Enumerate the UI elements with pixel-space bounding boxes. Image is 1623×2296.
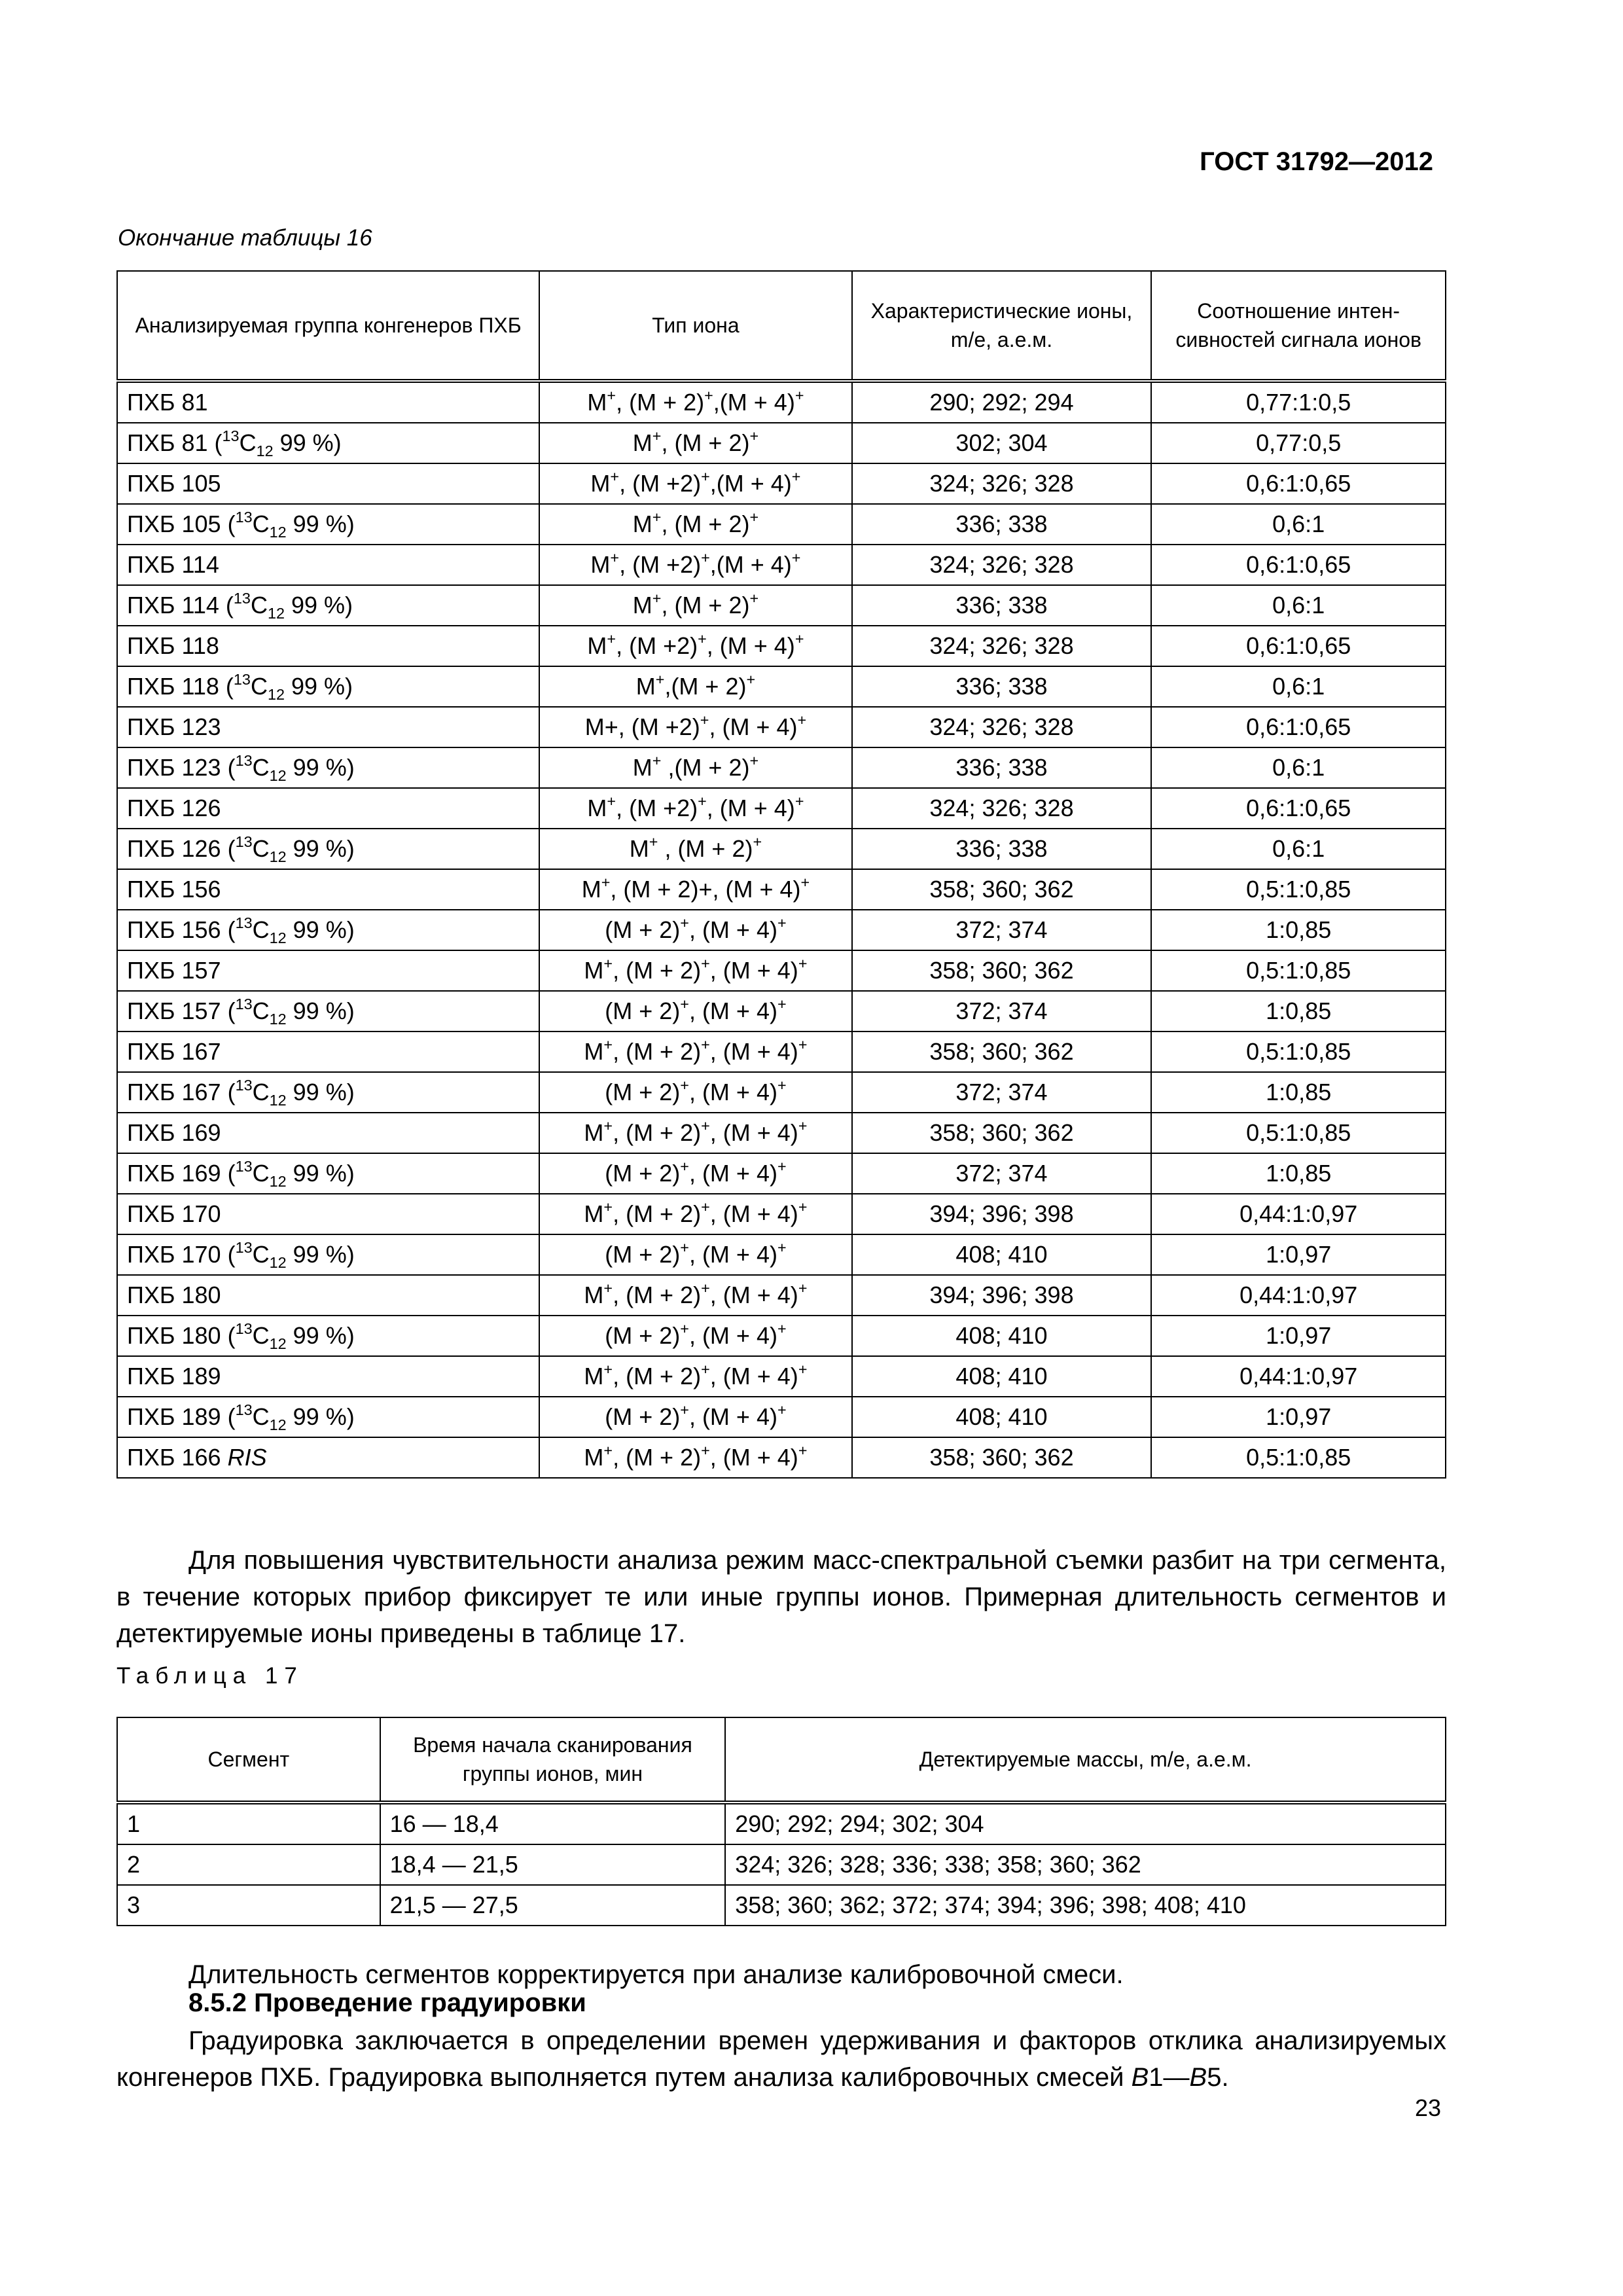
cell-characteristic-ions: 408; 410 <box>852 1356 1152 1397</box>
cell-characteristic-ions: 324; 326; 328 <box>852 626 1152 666</box>
cell-congener-group: ПХБ 114 ($^{13}C_{12}$ 99 %) <box>117 585 539 626</box>
cell-ion-type: M+,(M + 2)+ <box>539 666 851 707</box>
cell-characteristic-ions: 336; 338 <box>852 666 1152 707</box>
document-code: ГОСТ 31792—2012 <box>1200 147 1433 176</box>
cell-ion-type: M+, (M +2)+,(M + 4)+ <box>539 545 851 585</box>
cell-intensity-ratio: 0,6:1:0,65 <box>1151 463 1446 504</box>
cell-intensity-ratio: 0,5:1:0,85 <box>1151 869 1446 910</box>
table-row <box>117 463 1446 504</box>
cell-detected-masses: 290; 292; 294; 302; 304 <box>725 1803 1446 1844</box>
cell-ion-type: (M + 2)+, (M + 4)+ <box>539 1234 851 1275</box>
cell-scan-start-time: 21,5 — 27,5 <box>380 1885 726 1926</box>
cell-characteristic-ions: 372; 374 <box>852 1153 1152 1194</box>
cell-characteristic-ions: 372; 374 <box>852 1072 1152 1113</box>
cell-ion-type: M+, (M +2)+, (M + 4)+ <box>539 707 851 747</box>
cell-congener-group: ПХБ 156 <box>117 869 539 910</box>
paragraph-segment-duration: Длительность сегментов корректируется при анализе калибровочной смеси. <box>188 1960 1124 1989</box>
header-congener-group: Анализируемая группа конгенеров ПХБ <box>117 271 539 381</box>
header-ion-type: Тип иона <box>539 271 851 381</box>
cell-characteristic-ions: 336; 338 <box>852 585 1152 626</box>
cell-characteristic-ions: 290; 292; 294 <box>852 381 1152 423</box>
cell-congener-group: ПХБ 105 ($^{13}C_{12}$ 99 %) <box>117 504 539 545</box>
table-16-body <box>117 381 1446 1478</box>
cell-ion-type: (M + 2)+, (M + 4)+ <box>539 1316 851 1356</box>
cell-intensity-ratio: 0,44:1:0,97 <box>1151 1275 1446 1316</box>
table-16 <box>116 270 1446 1479</box>
cell-congener-group: ПХБ 169 ($^{13}C_{12}$ 99 %) <box>117 1153 539 1194</box>
cell-congener-group: ПХБ 167 <box>117 1031 539 1072</box>
cell-intensity-ratio: 0,6:1 <box>1151 585 1446 626</box>
cell-intensity-ratio: 1:0,85 <box>1151 1072 1446 1113</box>
table-row <box>117 1275 1446 1316</box>
cell-intensity-ratio: 1:0,85 <box>1151 1153 1446 1194</box>
cell-characteristic-ions: 358; 360; 362 <box>852 950 1152 991</box>
cell-congener-group: ПХБ 170 <box>117 1194 539 1234</box>
cell-ion-type: (M + 2)+, (M + 4)+ <box>539 910 851 950</box>
table-17-header-row <box>117 1717 1446 1803</box>
cell-detected-masses: 324; 326; 328; 336; 338; 358; 360; 362 <box>725 1844 1446 1885</box>
cell-congener-group: ПХБ 189 <box>117 1356 539 1397</box>
table-row <box>117 1113 1446 1153</box>
table-row <box>117 950 1446 991</box>
header-segment: Сегмент <box>117 1717 380 1803</box>
table-row <box>117 545 1446 585</box>
cell-scan-start-time: 16 — 18,4 <box>380 1803 726 1844</box>
cell-ion-type: M+, (M + 2)+, (M + 4)+ <box>539 1194 851 1234</box>
cell-characteristic-ions: 336; 338 <box>852 747 1152 788</box>
cell-congener-group: ПХБ 156 ($^{13}C_{12}$ 99 %) <box>117 910 539 950</box>
cell-intensity-ratio: 0,77:0,5 <box>1151 423 1446 463</box>
table-row <box>117 991 1446 1031</box>
cell-characteristic-ions: 336; 338 <box>852 504 1152 545</box>
cell-intensity-ratio: 0,6:1:0,65 <box>1151 545 1446 585</box>
cell-intensity-ratio: 0,44:1:0,97 <box>1151 1194 1446 1234</box>
cell-detected-masses: 358; 360; 362; 372; 374; 394; 396; 398; 408; 410 <box>725 1885 1446 1926</box>
cell-characteristic-ions: 372; 374 <box>852 910 1152 950</box>
cell-congener-group: ПХБ 157 <box>117 950 539 991</box>
cell-congener-group: ПХБ 126 ($^{13}C_{12}$ 99 %) <box>117 829 539 869</box>
cell-characteristic-ions: 302; 304 <box>852 423 1152 463</box>
cell-ion-type: (M + 2)+, (M + 4)+ <box>539 1072 851 1113</box>
table-row <box>117 910 1446 950</box>
cell-ion-type: M+, (M + 2)+, (M + 4)+ <box>539 1113 851 1153</box>
cell-ion-type: M+ ,(M + 2)+ <box>539 747 851 788</box>
cell-characteristic-ions: 324; 326; 328 <box>852 545 1152 585</box>
table-row <box>117 585 1446 626</box>
cell-ion-type: M+, (M + 2)+, (M + 4)+ <box>539 1031 851 1072</box>
cell-congener-group: ПХБ 169 <box>117 1113 539 1153</box>
table-row <box>117 869 1446 910</box>
cell-ion-type: M+, (M +2)+,(M + 4)+ <box>539 463 851 504</box>
table-row <box>117 788 1446 829</box>
page-number: 23 <box>1414 2094 1441 2121</box>
cell-segment: 2 <box>117 1844 380 1885</box>
table-16-header-row <box>117 271 1446 381</box>
cell-ion-type: (M + 2)+, (M + 4)+ <box>539 991 851 1031</box>
table-row <box>117 1072 1446 1113</box>
cell-ion-type: M+, (M + 2)+, (M + 4)+ <box>539 950 851 991</box>
cell-characteristic-ions: 324; 326; 328 <box>852 707 1152 747</box>
cell-characteristic-ions: 372; 374 <box>852 991 1152 1031</box>
cell-intensity-ratio: 0,6:1:0,65 <box>1151 626 1446 666</box>
table-row <box>117 423 1446 463</box>
table-16-caption: Окончание таблицы 16 <box>118 225 372 251</box>
table-row <box>117 1356 1446 1397</box>
cell-ion-type: (M + 2)+, (M + 4)+ <box>539 1397 851 1437</box>
cell-congener-group: ПХБ 114 <box>117 545 539 585</box>
cell-congener-group: ПХБ 157 ($^{13}C_{12}$ 99 %) <box>117 991 539 1031</box>
cell-characteristic-ions: 394; 396; 398 <box>852 1275 1152 1316</box>
header-scan-start-time: Время начала сканирования группы ионов, мин <box>380 1717 726 1803</box>
cell-characteristic-ions: 394; 396; 398 <box>852 1194 1152 1234</box>
cell-characteristic-ions: 336; 338 <box>852 829 1152 869</box>
cell-intensity-ratio: 0,77:1:0,5 <box>1151 381 1446 423</box>
cell-congener-group: ПХБ 167 ($^{13}C_{12}$ 99 %) <box>117 1072 539 1113</box>
cell-ion-type: M+, (M + 2)+, (M + 4)+ <box>539 1437 851 1478</box>
cell-ion-type: M+, (M +2)+, (M + 4)+ <box>539 626 851 666</box>
table-row <box>117 1397 1446 1437</box>
cell-ion-type: M+, (M + 2)+,(M + 4)+ <box>539 381 851 423</box>
cell-congener-group: ПХБ 118 ($^{13}C_{12}$ 99 %) <box>117 666 539 707</box>
cell-intensity-ratio: 0,5:1:0,85 <box>1151 950 1446 991</box>
cell-intensity-ratio: 1:0,97 <box>1151 1397 1446 1437</box>
cell-congener-group: ПХБ 105 <box>117 463 539 504</box>
table-row <box>117 1316 1446 1356</box>
cell-scan-start-time: 18,4 — 21,5 <box>380 1844 726 1885</box>
cell-intensity-ratio: 0,6:1:0,65 <box>1151 707 1446 747</box>
cell-congener-group: ПХБ 81 <box>117 381 539 423</box>
cell-intensity-ratio: 1:0,85 <box>1151 991 1446 1031</box>
table-row <box>117 1844 1446 1885</box>
cell-characteristic-ions: 324; 326; 328 <box>852 788 1152 829</box>
cell-ion-type: M+ , (M + 2)+ <box>539 829 851 869</box>
cell-intensity-ratio: 0,5:1:0,85 <box>1151 1113 1446 1153</box>
cell-characteristic-ions: 408; 410 <box>852 1234 1152 1275</box>
table-row <box>117 747 1446 788</box>
table-row <box>117 829 1446 869</box>
cell-ion-type: (M + 2)+, (M + 4)+ <box>539 1153 851 1194</box>
cell-ion-type: M+, (M + 2)+, (M + 4)+ <box>539 1275 851 1316</box>
cell-intensity-ratio: 1:0,85 <box>1151 910 1446 950</box>
cell-intensity-ratio: 1:0,97 <box>1151 1316 1446 1356</box>
cell-ion-type: M+, (M + 2)+, (M + 4)+ <box>539 869 851 910</box>
table-row <box>117 1031 1446 1072</box>
cell-characteristic-ions: 358; 360; 362 <box>852 869 1152 910</box>
cell-intensity-ratio: 0,44:1:0,97 <box>1151 1356 1446 1397</box>
table-row <box>117 1803 1446 1844</box>
cell-intensity-ratio: 0,6:1 <box>1151 504 1446 545</box>
table-row <box>117 707 1446 747</box>
cell-intensity-ratio: 0,6:1:0,65 <box>1151 788 1446 829</box>
table-row <box>117 1437 1446 1478</box>
table-row <box>117 1234 1446 1275</box>
table-row <box>117 1885 1446 1926</box>
cell-ion-type: M+, (M +2)+, (M + 4)+ <box>539 788 851 829</box>
header-detected-masses: Детектируемые массы, m/e, а.е.м. <box>725 1717 1446 1803</box>
cell-characteristic-ions: 324; 326; 328 <box>852 463 1152 504</box>
table-row <box>117 1194 1446 1234</box>
cell-ion-type: M+, (M + 2)+, (M + 4)+ <box>539 1356 851 1397</box>
table-17-body <box>117 1803 1446 1926</box>
table-17-label: Таблица 17 <box>116 1663 304 1689</box>
cell-congener-group: ПХБ 180 ($^{13}C_{12}$ 99 %) <box>117 1316 539 1356</box>
table-17 <box>116 1717 1446 1926</box>
header-characteristic-ions: Характеристические ионы, m/e, а.е.м. <box>852 271 1152 381</box>
paragraph-calibration: Градуировка заключается в определении времен удерживания и факторов отклика анализируемых конгенеров ПХБ. Градуировка выполняется путем анализа калибровочных смесей B1—B5. <box>116 2026 1446 2092</box>
header-intensity-ratio: Соотношение интен- сивностей сигнала ионов <box>1151 271 1446 381</box>
table-row <box>117 504 1446 545</box>
cell-congener-group: ПХБ 166 RIS <box>117 1437 539 1478</box>
cell-intensity-ratio: 0,5:1:0,85 <box>1151 1437 1446 1478</box>
section-heading-calibration: 8.5.2 Проведение градуировки <box>188 1988 586 2017</box>
cell-congener-group: ПХБ 180 <box>117 1275 539 1316</box>
cell-congener-group: ПХБ 126 <box>117 788 539 829</box>
cell-congener-group: ПХБ 81 ($^{13}C_{12}$ 99 %) <box>117 423 539 463</box>
cell-characteristic-ions: 408; 410 <box>852 1397 1152 1437</box>
table-row <box>117 1153 1446 1194</box>
cell-ion-type: M+, (M + 2)+ <box>539 585 851 626</box>
cell-characteristic-ions: 408; 410 <box>852 1316 1152 1356</box>
cell-intensity-ratio: 1:0,97 <box>1151 1234 1446 1275</box>
cell-intensity-ratio: 0,5:1:0,85 <box>1151 1031 1446 1072</box>
cell-ion-type: M+, (M + 2)+ <box>539 504 851 545</box>
cell-intensity-ratio: 0,6:1 <box>1151 829 1446 869</box>
table-row <box>117 626 1446 666</box>
cell-segment: 1 <box>117 1803 380 1844</box>
cell-congener-group: ПХБ 123 <box>117 707 539 747</box>
cell-congener-group: ПХБ 170 ($^{13}C_{12}$ 99 %) <box>117 1234 539 1275</box>
cell-intensity-ratio: 0,6:1 <box>1151 666 1446 707</box>
table-row <box>117 666 1446 707</box>
cell-segment: 3 <box>117 1885 380 1926</box>
table-row <box>117 381 1446 423</box>
cell-characteristic-ions: 358; 360; 362 <box>852 1113 1152 1153</box>
cell-congener-group: ПХБ 118 <box>117 626 539 666</box>
cell-characteristic-ions: 358; 360; 362 <box>852 1031 1152 1072</box>
cell-characteristic-ions: 358; 360; 362 <box>852 1437 1152 1478</box>
paragraph-segments: Для повышения чувствительности анализа режим масс-спектральной съемки разбит на три сегмента, в течение которых прибор фиксирует те или иные группы ионов. Примерная длительность сегментов и детектируемые ионы приведены в таблице 17. <box>116 1546 1446 1648</box>
cell-intensity-ratio: 0,6:1 <box>1151 747 1446 788</box>
cell-congener-group: ПХБ 189 ($^{13}C_{12}$ 99 %) <box>117 1397 539 1437</box>
cell-congener-group: ПХБ 123 ($^{13}C_{12}$ 99 %) <box>117 747 539 788</box>
cell-ion-type: M+, (M + 2)+ <box>539 423 851 463</box>
